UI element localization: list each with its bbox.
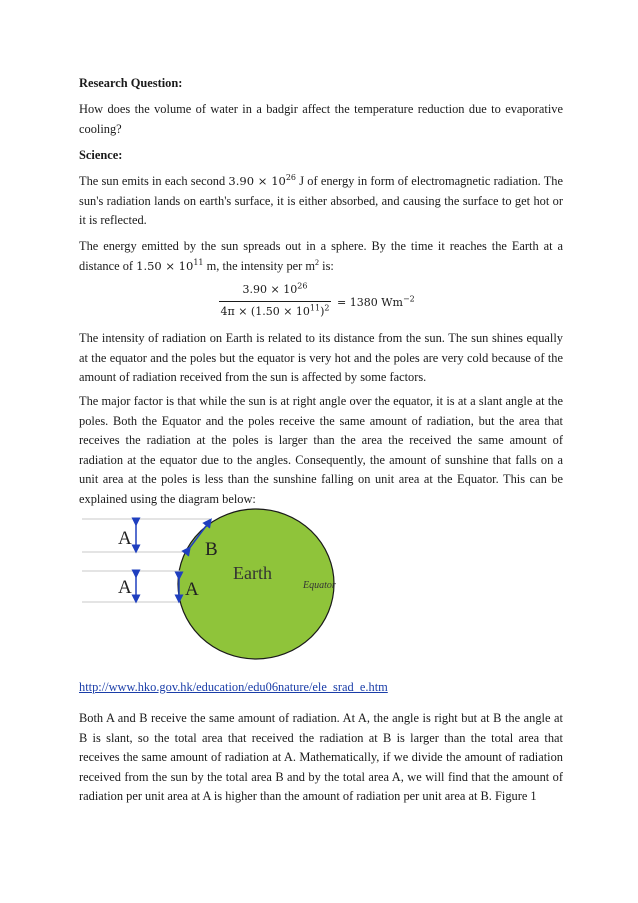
paragraph-major-factor: The major factor is that while the sun is at right angle over the equator, it is at a slant angle at the poles. Both the Equator and the poles receive the same amount of radiation, but the area that receives the radiation at the poles is larger than the area the received the same amount of radiation at the equator due to the angles. Consequently, the amount of sunshine that falls on a unit area at the poles is less than the sunshine falling on unit area at the Equator. This can be explained using the diagram below: [79,394,563,506]
equation-result: = 1380 $Wm^{-2}$ [337,294,415,309]
distance-value: $1.50 \times 10^{11}$ [136,257,204,273]
paragraph-intensity: The intensity of radiation on Earth is related to its distance from the sun. The sun shines equally at the equator and the poles but the equator is very hot and the poles are very cold because of the amount of radiation received from the sun is affected by some factors. [79,331,563,384]
label-equator: Equator [303,580,336,591]
paragraph-sun-energy [79,172,563,231]
source-link[interactable]: http://www.hko.gov.hk/education/edu06nature/ele_srad_e.htm [79,680,388,694]
fraction-bar [219,301,331,302]
label-a-bottom: A [118,577,132,598]
para1-text-end: J of energy in form of electromagnetic radiation. The sun's radiation lands on earth's surface, it is either absorbed, and causing the surface to get hot or it is reflected. [79,174,563,227]
heading-science: Science: [79,148,123,162]
para2-text-mid: m, the intensity per m [206,258,316,273]
para2-text-end: is: [322,258,334,273]
para1-text-start: The sun emits in each second [79,174,226,188]
label-b: B [205,539,218,560]
equation-numerator: $3.90 \times 10^{26}$ [242,281,308,296]
para2-text-start: The energy emitted by the sun spreads out in a sphere. By the time it reaches the Earth at a distance of [79,239,563,273]
label-a-earth: A [185,579,199,600]
label-a-top: A [118,528,132,549]
earth-radiation-diagram [82,504,342,664]
heading-research-question: Research Question: [79,76,183,90]
paragraph-energy-spread: The energy emitted by the sun spreads out in a sphere. By the time it reaches the Earth at a distance of $1.50 \times 10^{11}$ m, the intensity per $m^2$ is: [79,239,563,273]
equation-fraction [219,282,331,320]
paragraph-conclusion: Both A and B receive the same amount of radiation. At A, the angle is right but at B the angle at B is slant, so the total area that received the radiation at B is larger than the total area that receives the same amount of radiation at A. Mathematically, if we divide the amount of radiation received from the sun by the total area B and by the total area A, we will find that the amount of radiation per unit area at A is higher than the amount of radiation per unit area at B. Figure 1 [79,711,563,803]
research-question-text: How does the volume of water in a badgir affect the temperature reduction due to evaporative cooling? [79,102,563,136]
equation-denominator: $4\pi \times (1.50 \times 10^{11})^2$ [220,303,330,318]
label-earth: Earth [233,563,272,583]
energy-value: $3.90 \times 10^{26}$ [228,173,297,188]
intensity-equation [79,282,563,332]
